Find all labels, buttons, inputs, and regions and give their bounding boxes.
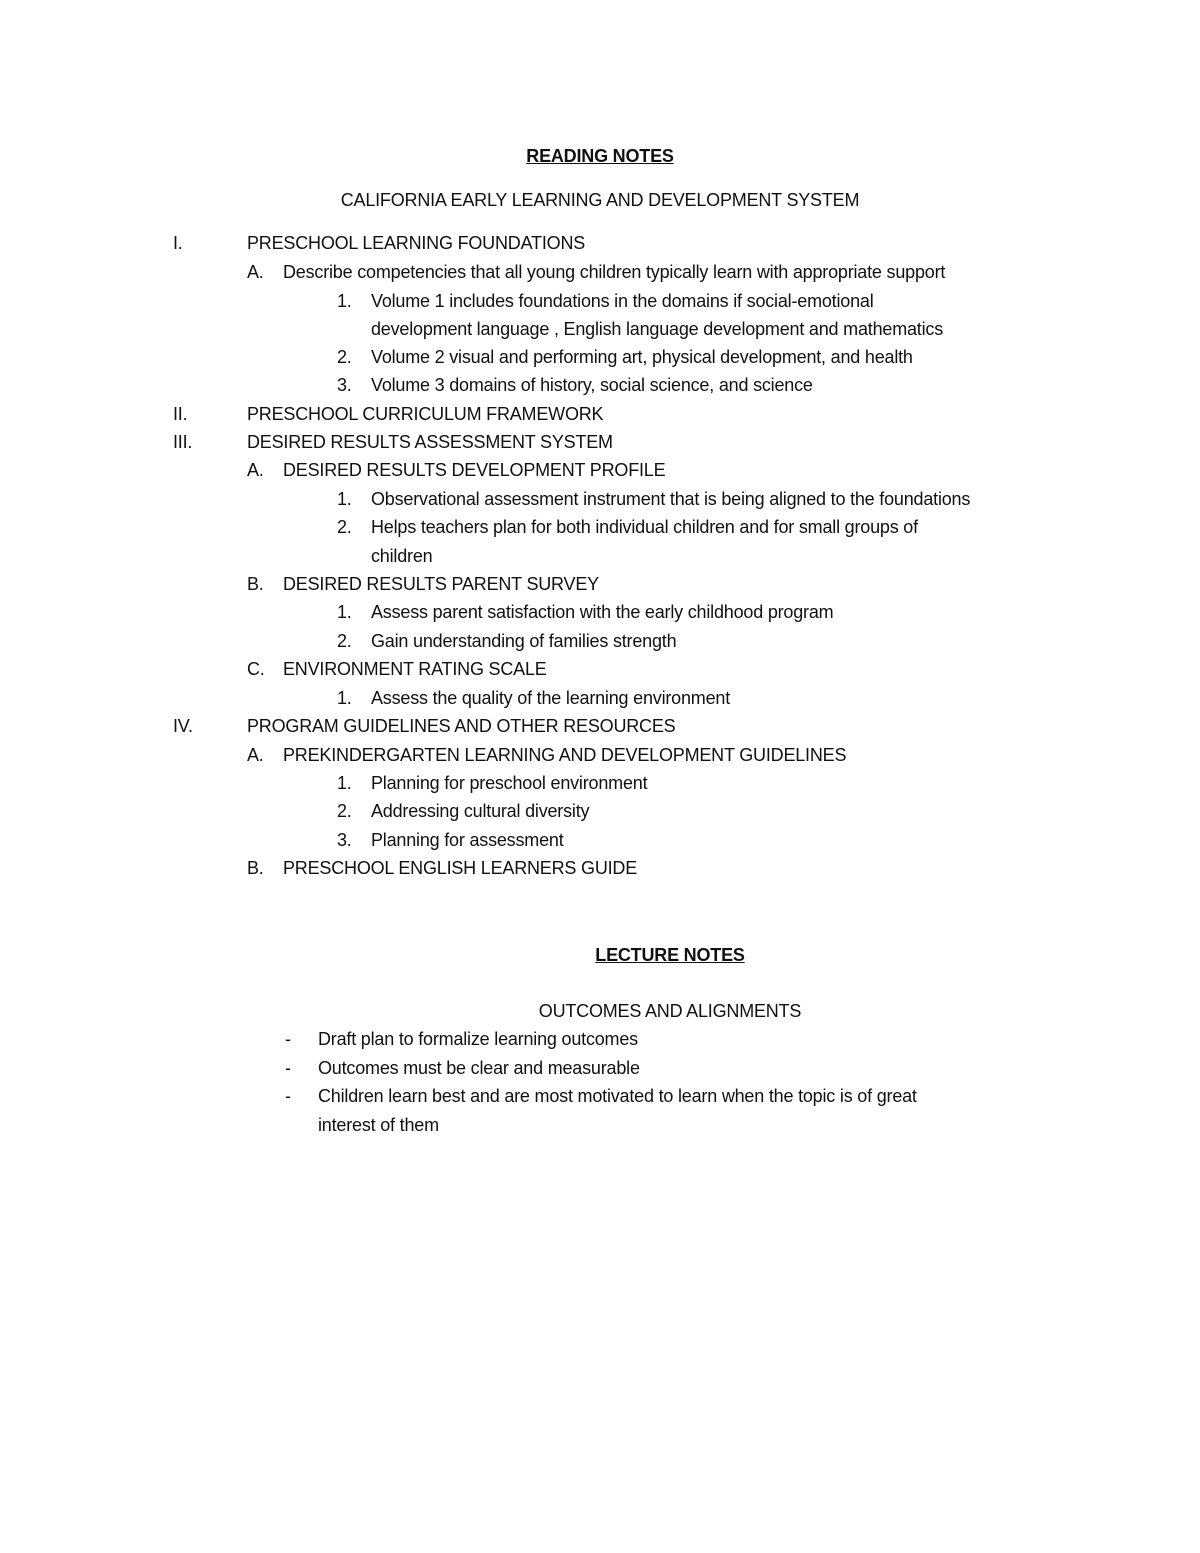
item-marker: 2. xyxy=(337,517,352,537)
section-marker: I. xyxy=(173,233,183,253)
reading-notes-subtitle: CALIFORNIA EARLY LEARNING AND DEVELOPMENT SYSTEM xyxy=(340,190,860,210)
lecture-notes-heading: LECTURE NOTES xyxy=(595,945,745,965)
subsection-marker: C. xyxy=(247,659,265,679)
subsection-marker: B. xyxy=(247,574,264,594)
section-marker: IV. xyxy=(173,716,193,736)
item-marker: 3. xyxy=(337,375,352,395)
bullet-marker: - xyxy=(285,1029,291,1049)
section-title: PRESCHOOL CURRICULUM FRAMEWORK xyxy=(247,404,604,424)
subsection-title: PRESCHOOL ENGLISH LEARNERS GUIDE xyxy=(283,858,638,878)
item-text-continued: children xyxy=(371,546,433,566)
item-marker: 2. xyxy=(337,631,352,651)
subsection-title: ENVIRONMENT RATING SCALE xyxy=(283,659,547,679)
item-marker: 2. xyxy=(337,801,352,821)
item-marker: 1. xyxy=(337,602,352,622)
item-marker: 1. xyxy=(337,773,352,793)
bullet-marker: - xyxy=(285,1058,291,1078)
section-title: DESIRED RESULTS ASSESSMENT SYSTEM xyxy=(247,432,613,452)
bullet-text: Outcomes must be clear and measurable xyxy=(318,1058,640,1078)
bullet-text: Draft plan to formalize learning outcomes xyxy=(318,1029,638,1049)
subsection-marker: B. xyxy=(247,858,264,878)
section-title: PRESCHOOL LEARNING FOUNDATIONS xyxy=(247,233,586,253)
item-text: Planning for assessment xyxy=(371,830,564,850)
subsection-title: DESIRED RESULTS DEVELOPMENT PROFILE xyxy=(283,460,666,480)
section-marker: III. xyxy=(173,432,193,452)
item-marker: 1. xyxy=(337,489,352,509)
section-marker: II. xyxy=(173,404,188,424)
item-text: Volume 3 domains of history, social science, and science xyxy=(371,375,813,395)
item-marker: 1. xyxy=(337,291,352,311)
bullet-marker: - xyxy=(285,1086,291,1106)
item-text: Gain understanding of families strength xyxy=(371,631,677,651)
subsection-marker: A. xyxy=(247,262,264,282)
lecture-notes-subtitle: OUTCOMES AND ALIGNMENTS xyxy=(538,1001,802,1021)
item-text: Observational assessment instrument that is being aligned to the foundations xyxy=(371,489,971,509)
item-text: Addressing cultural diversity xyxy=(371,801,590,821)
subsection-title: PREKINDERGARTEN LEARNING AND DEVELOPMENT GUIDELINES xyxy=(283,745,847,765)
item-text: Assess the quality of the learning environment xyxy=(371,688,731,708)
item-marker: 1. xyxy=(337,688,352,708)
item-marker: 3. xyxy=(337,830,352,850)
item-text: Planning for preschool environment xyxy=(371,773,648,793)
item-marker: 2. xyxy=(337,347,352,367)
subsection-title: Describe competencies that all young children typically learn with appropriate support xyxy=(283,262,946,282)
item-text: Volume 2 visual and performing art, physical development, and health xyxy=(371,347,913,367)
item-text: Volume 1 includes foundations in the domains if social-emotional xyxy=(371,291,874,311)
bullet-text-continued: interest of them xyxy=(318,1115,439,1135)
item-text-continued: development language , English language development and mathematics xyxy=(371,319,943,339)
reading-notes-heading: READING NOTES xyxy=(526,146,674,166)
section-title: PROGRAM GUIDELINES AND OTHER RESOURCES xyxy=(247,716,676,736)
subsection-title: DESIRED RESULTS PARENT SURVEY xyxy=(283,574,599,594)
subsection-marker: A. xyxy=(247,745,264,765)
item-text: Assess parent satisfaction with the early childhood program xyxy=(371,602,834,622)
item-text: Helps teachers plan for both individual children and for small groups of xyxy=(371,517,918,537)
subsection-marker: A. xyxy=(247,460,264,480)
bullet-text: Children learn best and are most motivated to learn when the topic is of great xyxy=(318,1086,917,1106)
